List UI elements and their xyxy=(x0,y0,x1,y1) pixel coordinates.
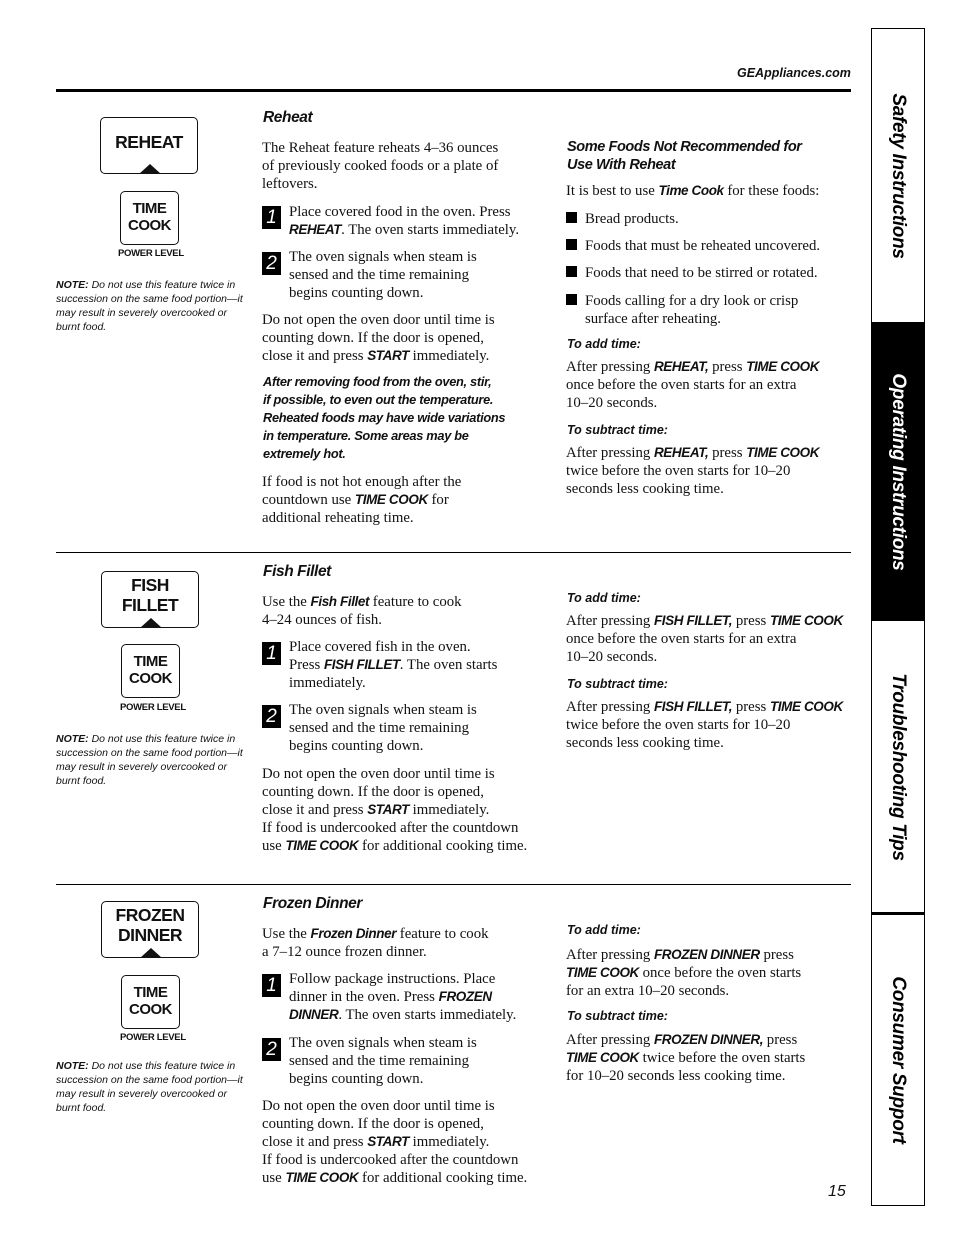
frozen-dinner-label-2: DINNER xyxy=(117,925,183,945)
frozen-intro: Use the Frozen Dinner feature to cook a 7–12 ounce frozen dinner. xyxy=(262,926,489,960)
step-1-badge: 1 xyxy=(262,206,281,229)
time-cook-label-1: TIME xyxy=(132,200,167,217)
subtract-time-title: To subtract time: xyxy=(567,677,668,691)
step-1-badge: 1 xyxy=(262,974,281,997)
bullet-icon xyxy=(566,212,577,223)
subtract-time-text: After pressing REHEAT, press TIME COOK twice before the oven starts for 10–20 seconds less cooking time. xyxy=(566,445,820,497)
note-text: Do not use this feature twice in succession on the same food portion—it may result in severely overcooked or burnt food. xyxy=(56,1060,243,1114)
bullet-icon xyxy=(566,266,577,277)
add-time-text: After pressing REHEAT, press TIME COOK once before the oven starts for an extra 10–20 seconds. xyxy=(566,359,820,411)
time-cook-button xyxy=(121,644,180,698)
step-2-badge: 2 xyxy=(262,705,281,728)
reheat-button-label: REHEAT xyxy=(115,132,183,152)
fish-fillet-title: Fish Fillet xyxy=(263,563,331,580)
fish-fillet-arrow-icon xyxy=(140,618,162,628)
tab-operating-instructions[interactable] xyxy=(872,325,924,621)
add-time-title: To add time: xyxy=(567,337,641,351)
reheat-intro: The Reheat feature reheats 4–36 ounces of previously cooked foods or a plate of leftovers. xyxy=(262,140,499,192)
note-label: NOTE: xyxy=(56,279,89,291)
add-time-title: To add time: xyxy=(567,923,641,937)
frozen-dinner-title: Frozen Dinner xyxy=(263,895,363,912)
time-cook-button xyxy=(120,191,179,245)
tab-label: Operating Instructions xyxy=(888,372,909,571)
power-level-label: POWER LEVEL xyxy=(118,248,184,259)
power-level-label: POWER LEVEL xyxy=(120,1032,186,1043)
note-label: NOTE: xyxy=(56,733,89,745)
frozen-door-text: Do not open the oven door until time is counting down. If the door is opened, close it and press START immediately. If food is undercooked after the countdown use TIME COOK for additional cooking time. xyxy=(262,1098,528,1186)
page-number: 15 xyxy=(828,1183,846,1200)
step-2-badge: 2 xyxy=(262,252,281,275)
time-cook-label-2: COOK xyxy=(129,670,172,687)
section-divider xyxy=(56,552,851,553)
fish-fillet-label-2: FILLET xyxy=(121,595,179,615)
reheat-step-2: The oven signals when steam is sensed and the time remaining begins counting down. xyxy=(289,249,477,301)
frozen-dinner-label-1: FROZEN xyxy=(115,905,185,925)
step-2-badge: 2 xyxy=(262,1038,281,1061)
bullet-item: Foods that must be reheated uncovered. xyxy=(585,238,821,254)
subtract-time-text: After pressing FROZEN DINNER, press TIME COOK twice before the oven starts for 10–20 seconds less cooking time. xyxy=(566,1032,806,1084)
bullet-item: Foods that need to be stirred or rotated. xyxy=(585,265,818,281)
subtract-time-title: To subtract time: xyxy=(567,1009,668,1023)
header-rule xyxy=(56,89,851,92)
not-recommended-title: Some Foods Not Recommended for Use With Reheat xyxy=(567,139,802,173)
site-url: GEAppliances.com xyxy=(737,66,851,80)
tab-consumer-support[interactable] xyxy=(872,915,924,1205)
fish-fillet-button xyxy=(101,571,199,628)
reheat-door-text: Do not open the oven door until time is counting down. If the door is opened, close it and press START immediately. xyxy=(262,312,495,364)
reheat-button xyxy=(100,117,198,174)
note-text: Do not use this feature twice in succession on the same food portion—it may result in severely overcooked or burnt food. xyxy=(56,733,243,787)
step-1-badge: 1 xyxy=(262,642,281,665)
frozen-step-2: The oven signals when steam is sensed and the time remaining begins counting down. xyxy=(289,1035,477,1087)
frozen-note xyxy=(56,1059,246,1115)
fish-fillet-label-1: FISH xyxy=(131,575,169,595)
add-time-text: After pressing FISH FILLET, press TIME COOK once before the oven starts for an extra 10–20 seconds. xyxy=(566,613,843,665)
subtract-time-title: To subtract time: xyxy=(567,423,668,437)
reheat-not-hot-text: If food is not hot enough after the countdown use TIME COOK for additional reheating time. xyxy=(262,474,462,526)
fish-intro: Use the Fish Fillet feature to cook 4–24 ounces of fish. xyxy=(262,594,462,628)
bullet-item: Bread products. xyxy=(585,211,679,227)
tab-label: Troubleshooting Tips xyxy=(888,672,909,861)
reheat-warning: After removing food from the oven, stir, if possible, to even out the temperature. Reheated foods may have wide variations in temperature. Some areas may be extremely hot. xyxy=(263,374,506,461)
tab-label: Consumer Support xyxy=(888,976,909,1144)
section-divider xyxy=(56,884,851,885)
bullet-item: Foods calling for a dry look or crisp surface after reheating. xyxy=(585,293,799,327)
fish-door-text: Do not open the oven door until time is counting down. If the door is opened, close it and press START immediately. If food is undercooked after the countdown use TIME COOK for additional cooking time. xyxy=(262,766,528,854)
power-level-label: POWER LEVEL xyxy=(120,702,186,713)
section-tabs xyxy=(871,28,925,1206)
reheat-note xyxy=(56,278,246,334)
frozen-dinner-arrow-icon xyxy=(140,948,162,958)
reheat-title: Reheat xyxy=(263,109,313,126)
reheat-step-1: Place covered food in the oven. Press REHEAT. The oven starts immediately. xyxy=(289,204,520,238)
frozen-step-1: Follow package instructions. Place dinner in the oven. Press FROZEN DINNER. The oven starts immediately. xyxy=(289,971,517,1023)
time-cook-label-1: TIME xyxy=(133,653,168,670)
note-label: NOTE: xyxy=(56,1060,89,1072)
note-text: Do not use this feature twice in succession on the same food portion—it may result in severely overcooked or burnt food. xyxy=(56,279,243,333)
subtract-time-text: After pressing FISH FILLET, press TIME COOK twice before the oven starts for 10–20 seconds less cooking time. xyxy=(566,699,843,751)
time-cook-label-2: COOK xyxy=(128,217,171,234)
fish-note xyxy=(56,732,246,788)
tab-troubleshooting-tips[interactable] xyxy=(872,621,924,915)
fish-step-2: The oven signals when steam is sensed and the time remaining begins counting down. xyxy=(289,702,477,754)
add-time-title: To add time: xyxy=(567,591,641,605)
bullet-icon xyxy=(566,294,577,305)
time-cook-button xyxy=(121,975,180,1029)
not-recommended-intro: It is best to use Time Cook for these foods: xyxy=(566,183,820,199)
time-cook-label-1: TIME xyxy=(133,984,168,1001)
fish-step-1: Place covered fish in the oven. Press FISH FILLET. The oven starts immediately. xyxy=(289,639,498,691)
bullet-icon xyxy=(566,239,577,250)
add-time-text: After pressing FROZEN DINNER press TIME COOK once before the oven starts for an extra 10–20 seconds. xyxy=(566,947,802,999)
tab-safety-instructions[interactable] xyxy=(872,29,924,325)
time-cook-label-2: COOK xyxy=(129,1001,172,1018)
reheat-arrow-icon xyxy=(139,164,161,174)
frozen-dinner-button xyxy=(101,901,199,958)
tab-label: Safety Instructions xyxy=(888,92,909,259)
